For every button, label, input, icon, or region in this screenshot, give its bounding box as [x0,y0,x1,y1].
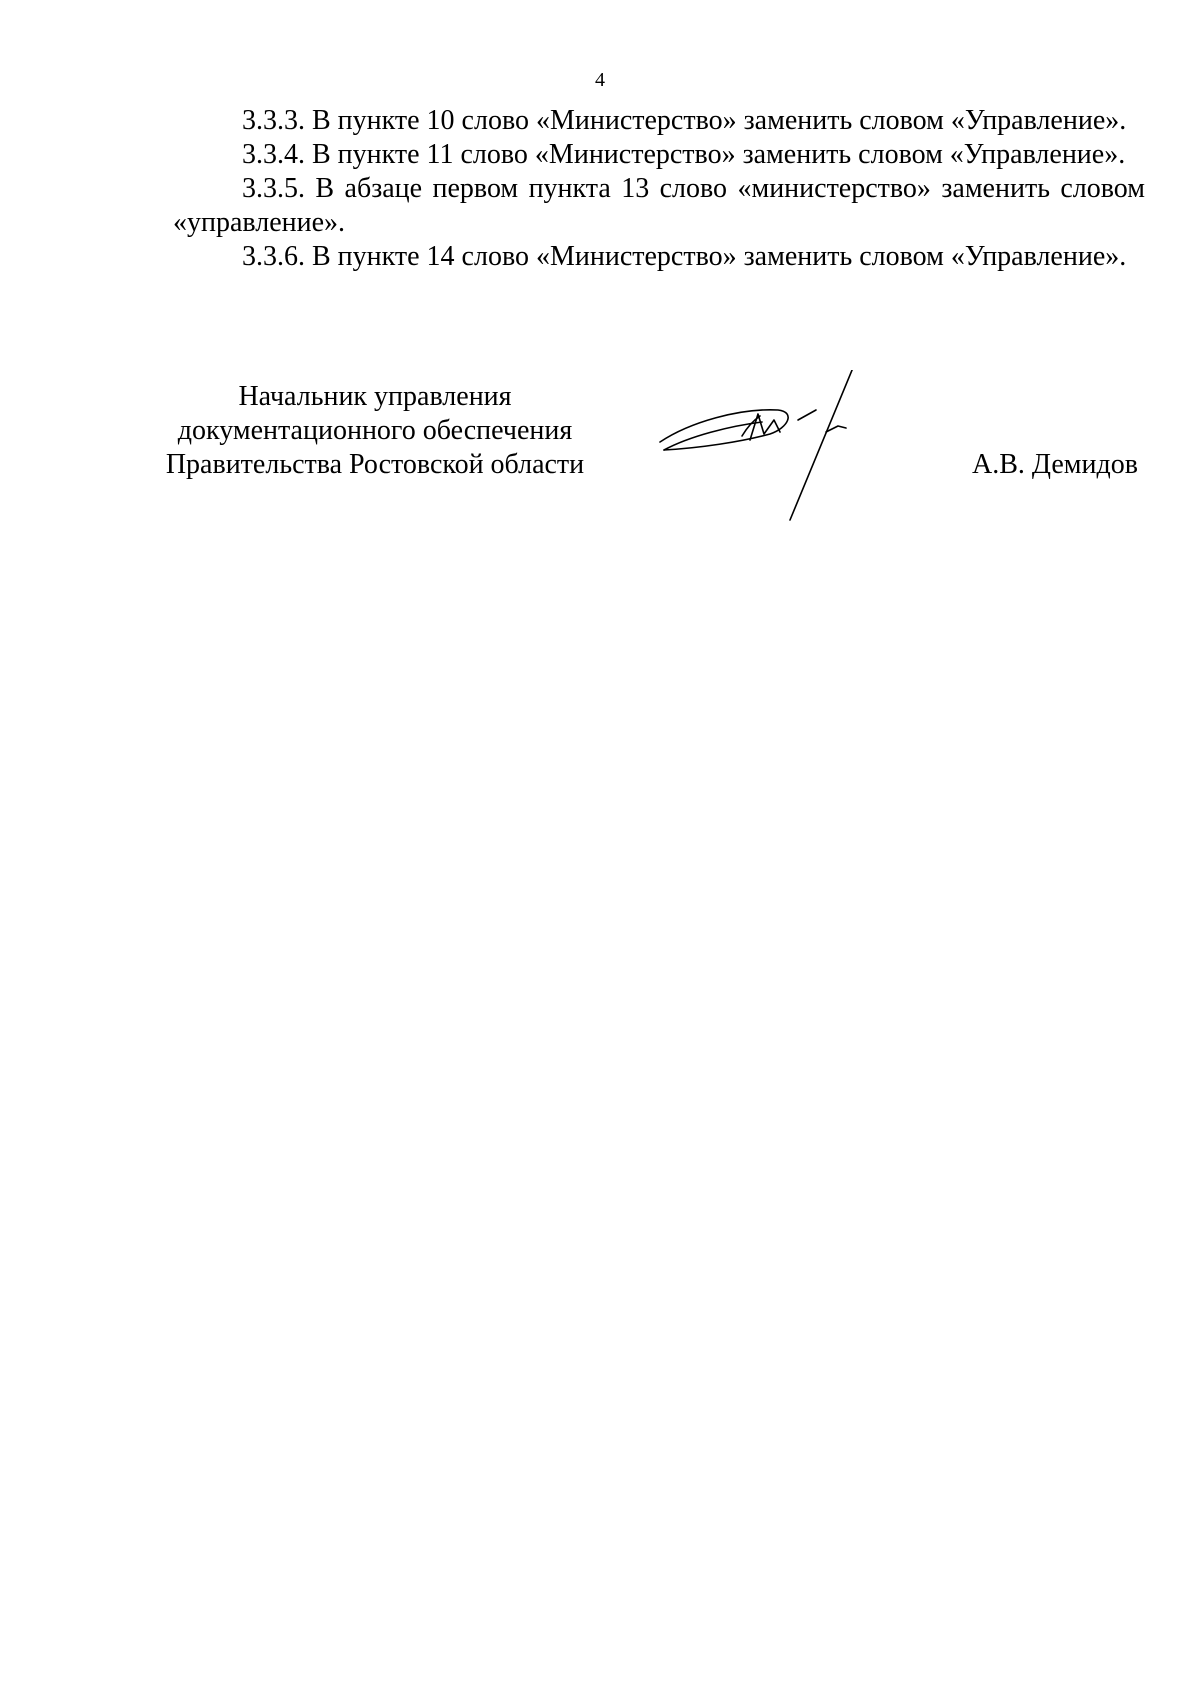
handwritten-signature [650,370,930,530]
signatory-title-line-2: документационного обеспечения [177,415,573,446]
signatory-title-line-3: Правительства Ростовской области [165,449,585,480]
document-body [173,104,1145,274]
paragraph-3-3-4: 3.3.4. В пункте 11 слово «Министерство» заменить словом «Управление». [242,139,1126,170]
signatory-title [150,380,600,482]
signatory-name: А.В. Демидов [972,449,1138,480]
page-number: 4 [595,69,605,91]
paragraph-3-3-3: 3.3.3. В пункте 10 слово «Министерство» заменить словом «Управление». [242,105,1127,136]
signature-icon [650,370,930,530]
paragraph-3-3-6: 3.3.6. В пункте 14 слово «Министерство» заменить словом «Управление». [242,241,1127,272]
paragraph-3-3-5: 3.3.5. В абзаце первом пункта 13 слово «министерство» заменить словом «управление». [173,173,1145,238]
signatory-title-line-1: Начальник управления [238,381,512,412]
